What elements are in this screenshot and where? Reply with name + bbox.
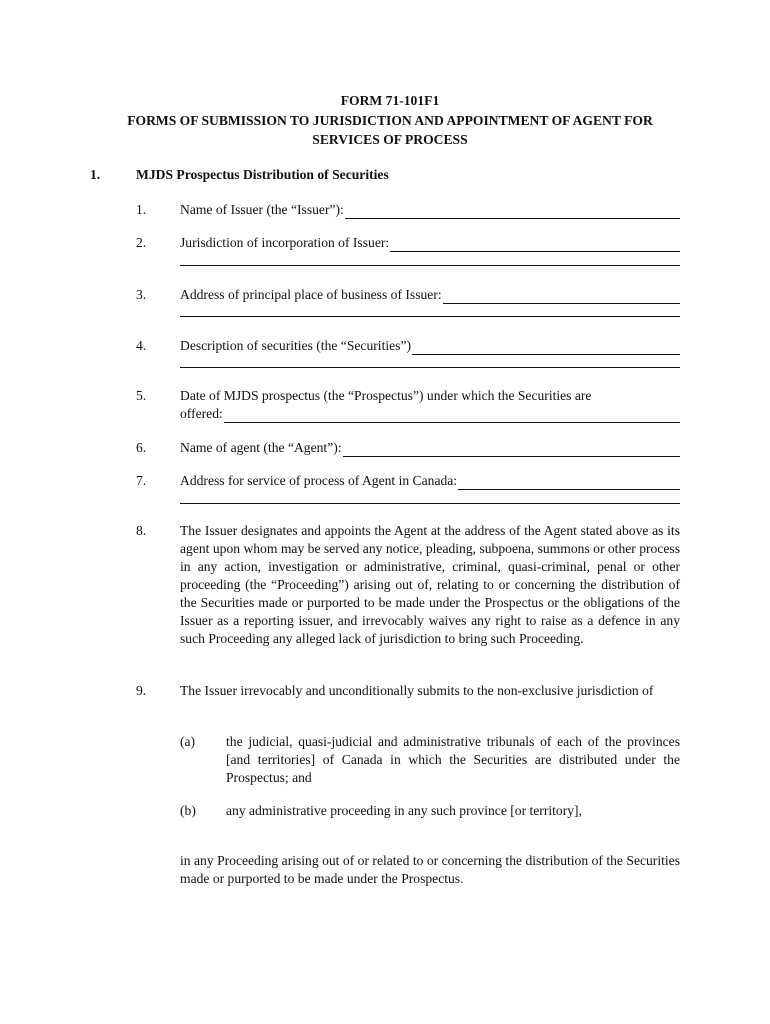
fill-line[interactable] (343, 442, 680, 457)
fill-line[interactable] (443, 289, 680, 304)
submission-paragraph: The Issuer irrevocably and unconditionally submits to the non-exclusive jurisdiction of (180, 683, 654, 698)
section-title: MJDS Prospectus Distribution of Securities (136, 167, 389, 182)
subitem-text: any administrative proceeding in any such province [or territory], (226, 803, 582, 818)
subitem-text: the judicial, quasi-judicial and administrative tribunals of each of the provinces [and territories] of Canada in which the Securities are distributed under the Prospectus; and (226, 734, 680, 785)
field-label: Address for service of process of Agent in Canada: (180, 473, 458, 488)
form-title-continued: SERVICES OF PROCESS (312, 132, 468, 147)
field-label: offered: (180, 406, 223, 421)
agent-name-field[interactable] (180, 439, 680, 457)
fill-line-continued[interactable] (180, 367, 680, 368)
closing-paragraph: in any Proceeding arising out of or related to or concerning the distribution of the Securities made or purported to be made under the Prospectus. (180, 853, 680, 886)
fill-line[interactable] (345, 204, 680, 219)
field-label: Jurisdiction of incorporation of Issuer: (180, 235, 390, 250)
item-number: 8. (136, 523, 147, 538)
field-label: Address of principal place of business of Issuer: (180, 287, 442, 302)
field-label: Name of Issuer (the “Issuer”): (180, 202, 344, 217)
item-number: 3. (136, 287, 147, 302)
fill-line-continued[interactable] (180, 316, 680, 317)
subitem-label: (a) (180, 734, 196, 749)
agent-address-field[interactable] (180, 472, 680, 490)
jurisdiction-field[interactable] (180, 234, 680, 252)
fill-line[interactable] (412, 340, 680, 355)
item-number: 6. (136, 440, 147, 455)
principal-address-field[interactable] (180, 286, 680, 304)
issuer-name-field[interactable] (180, 201, 680, 219)
field-label: Description of securities (the “Securities”) (180, 338, 412, 353)
section-number: 1. (90, 167, 101, 182)
fill-line[interactable] (390, 237, 680, 252)
item-number: 1. (136, 202, 147, 217)
form-number: FORM 71-101F1 (340, 93, 440, 108)
fill-line[interactable] (224, 408, 680, 423)
fill-line[interactable] (458, 475, 680, 490)
form-title: FORMS OF SUBMISSION TO JURISDICTION AND APPOINTMENT OF AGENT FOR (127, 113, 653, 128)
securities-description-field[interactable] (180, 337, 680, 355)
prospectus-date-field[interactable] (180, 405, 680, 423)
field-label: Name of agent (the “Agent”): (180, 440, 342, 455)
item-number: 4. (136, 338, 147, 353)
fill-line-continued[interactable] (180, 503, 680, 504)
item-number: 2. (136, 235, 147, 250)
appointment-paragraph: The Issuer designates and appoints the Agent at the address of the Agent stated above as its agent upon whom may be served any notice, pleading, subpoena, summons or other process in any action, investigation or administrative, criminal, quasi-criminal, penal or other proceeding (the “Proceeding”) arising out of, relating to or concerning the distribution of the Securities made or purported to be made under the Prospectus or the obligations of the Issuer as a reporting issuer, and irrevocably waives any right to raise as a defence in any such Proceeding any alleged lack of jurisdiction to bring such Proceeding. (180, 523, 680, 646)
item-number: 7. (136, 473, 147, 488)
item-number: 9. (136, 683, 147, 698)
fill-line-continued[interactable] (180, 265, 680, 266)
item-number: 5. (136, 388, 147, 403)
prospectus-date-label: Date of MJDS prospectus (the “Prospectus”) under which the Securities are (180, 388, 592, 403)
subitem-label: (b) (180, 803, 196, 818)
